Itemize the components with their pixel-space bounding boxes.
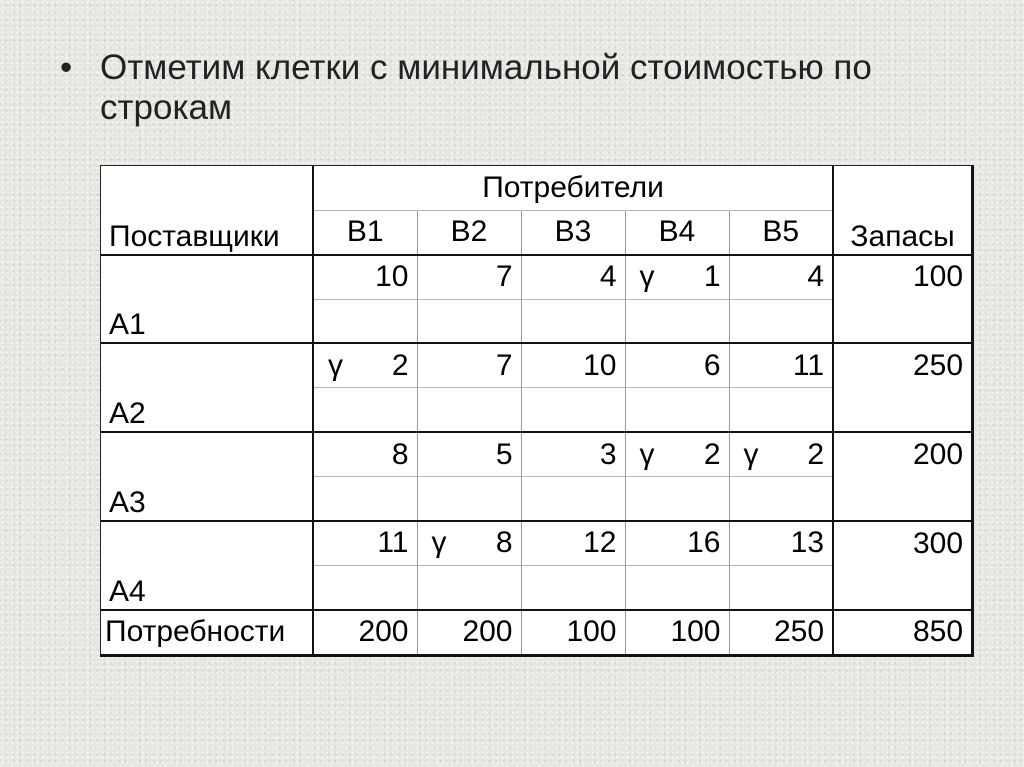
- bullet-marker: •: [60, 48, 73, 87]
- cost-cell: [417, 521, 521, 565]
- demand-cell: 200: [313, 610, 417, 654]
- allocation-cell: [417, 565, 521, 609]
- cost-cell: [729, 521, 833, 565]
- stock-cell: 200: [833, 432, 971, 476]
- allocation-cell: [521, 299, 625, 343]
- demand-cell: 100: [521, 610, 625, 654]
- demand-label: Потребности: [101, 610, 313, 654]
- cost-cell: [417, 432, 521, 476]
- allocation-cell: [625, 388, 729, 432]
- allocation-cell: [729, 565, 833, 609]
- cost-value: 2: [703, 437, 721, 471]
- consumer-header: B1: [313, 210, 417, 254]
- cost-value: 3: [599, 437, 617, 471]
- cost-value: 4: [807, 260, 825, 294]
- consumer-header: B2: [417, 210, 521, 254]
- cost-value: 13: [790, 526, 825, 560]
- cost-value: 8: [391, 437, 409, 471]
- cost-cell: [625, 432, 729, 476]
- allocation-cell: [313, 388, 417, 432]
- supplier-label: A4: [101, 521, 313, 610]
- cost-cell: [313, 255, 417, 299]
- stock-spacer: [833, 299, 971, 343]
- allocation-cell: [313, 299, 417, 343]
- cost-value: 11: [377, 526, 409, 560]
- min-cost-mark: γ: [328, 348, 343, 382]
- cost-value: 2: [391, 348, 409, 382]
- supplier-row: [101, 343, 971, 387]
- allocation-cell: [729, 388, 833, 432]
- cost-cell: [417, 343, 521, 387]
- demand-cell: 100: [625, 610, 729, 654]
- cost-cell: [729, 255, 833, 299]
- consumer-header: B3: [521, 210, 625, 254]
- allocation-cell: [521, 565, 625, 609]
- cost-cell: [625, 343, 729, 387]
- stock-spacer: [833, 388, 971, 432]
- cost-cell: [521, 432, 625, 476]
- cost-cell: [313, 432, 417, 476]
- slide-heading: Отметим клетки с минимальной стоимостью по строкам: [100, 48, 872, 127]
- cost-value: 11: [792, 348, 825, 382]
- bullet-item: [60, 48, 960, 128]
- allocation-cell: [729, 299, 833, 343]
- cost-value: 16: [687, 526, 721, 560]
- allocation-cell: [521, 388, 625, 432]
- allocation-cell: [313, 477, 417, 521]
- stock-spacer: [833, 565, 971, 609]
- cost-cell: [729, 343, 833, 387]
- allocation-cell: [417, 299, 521, 343]
- cost-cell: [729, 432, 833, 476]
- stock-cell: 100: [833, 255, 971, 299]
- cost-value: 4: [599, 260, 617, 294]
- cost-value: 7: [495, 260, 513, 294]
- consumer-header: B4: [625, 210, 729, 254]
- cost-value: 12: [583, 526, 617, 560]
- cost-cell: [625, 255, 729, 299]
- allocation-cell: [625, 565, 729, 609]
- allocation-cell: [313, 565, 417, 609]
- transport-table: [101, 166, 971, 654]
- allocation-cell: [729, 477, 833, 521]
- allocation-cell: [625, 477, 729, 521]
- supplier-label: A2: [101, 343, 313, 432]
- cost-cell: [521, 521, 625, 565]
- min-cost-mark: γ: [639, 437, 655, 471]
- allocation-cell: [417, 388, 521, 432]
- supplier-rows: [101, 255, 971, 610]
- header-row-title: [101, 166, 971, 210]
- cost-value: 6: [703, 348, 721, 382]
- allocation-cell: [417, 477, 521, 521]
- cost-value: 2: [807, 437, 825, 471]
- cost-value: 10: [583, 348, 617, 382]
- stock-header: Запасы: [833, 166, 971, 255]
- cost-value: 8: [495, 526, 513, 560]
- stock-cell: 300: [833, 521, 971, 565]
- supplier-label: A3: [101, 432, 313, 521]
- total-cell: 850: [833, 610, 971, 654]
- supplier-row: [101, 432, 971, 476]
- cost-cell: [521, 255, 625, 299]
- cost-value: 1: [703, 260, 721, 294]
- corner-header: Поставщики: [109, 219, 280, 253]
- cost-value: 5: [495, 437, 513, 471]
- consumers-title: Потребители: [313, 166, 833, 210]
- transport-table-frame: [100, 165, 974, 657]
- stock-spacer: [833, 477, 971, 521]
- supplier-row: [101, 521, 971, 565]
- demand-cell: 200: [417, 610, 521, 654]
- demand-cell: 250: [729, 610, 833, 654]
- cost-cell: [417, 255, 521, 299]
- min-cost-mark: γ: [639, 260, 655, 294]
- cost-cell: [521, 343, 625, 387]
- min-cost-mark: γ: [431, 526, 447, 560]
- supplier-row: [101, 255, 971, 299]
- cost-cell: [313, 343, 417, 387]
- cost-cell: [625, 521, 729, 565]
- min-cost-mark: γ: [743, 437, 759, 471]
- consumer-header: B5: [729, 210, 833, 254]
- stock-cell: 250: [833, 343, 971, 387]
- demand-row: [101, 610, 971, 654]
- cost-cell: [313, 521, 417, 565]
- cost-value: 7: [495, 348, 513, 382]
- cost-value: 10: [375, 260, 409, 294]
- allocation-cell: [521, 477, 625, 521]
- supplier-label: A1: [101, 255, 313, 344]
- allocation-cell: [625, 299, 729, 343]
